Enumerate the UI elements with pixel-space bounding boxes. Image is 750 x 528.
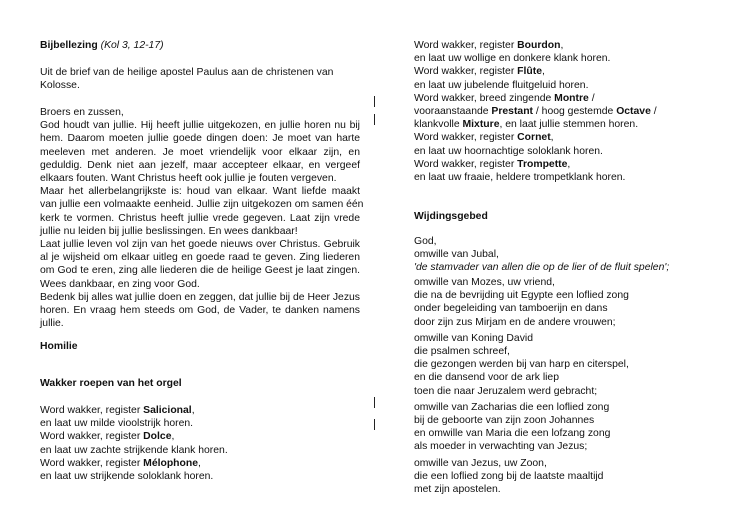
prayer-line: die gezongen werden bij van harp en citerspel, [414, 359, 629, 371]
organ-line: Word wakker, register Cornet, [414, 132, 554, 144]
reading-body [40, 106, 364, 330]
organ-line: en laat uw jubelende fluitgeluid horen. [414, 79, 589, 91]
prayer-quote: 'de stamvader van allen die op de lier of de fluit spelen'; [414, 262, 670, 274]
register-name: Dolce [143, 431, 172, 443]
reading-line: Broers en zussen, [40, 107, 124, 118]
reading-line: Bedenk bij alles wat jullie doen en zeggen, dat jullie bij de Heer Jezus [40, 291, 360, 303]
organ-line: en laat uw hoornachtige soloklank horen. [414, 145, 603, 157]
prayer-line: omwille van Jezus, uw Zoon, [414, 457, 547, 469]
organ-stanzas-left [40, 404, 228, 483]
organ-line: en laat uw fraaie, heldere trompetklank horen. [414, 172, 626, 184]
organ-line: en laat uw wollige en donkere klank horen. [414, 53, 611, 65]
organ-line: Word wakker, breed zingende Montre / [414, 92, 595, 104]
intro-line: Uit de brief van de heilige apostel Paulus aan de christenen van [40, 67, 334, 78]
register-name: Cornet [517, 132, 551, 144]
margin-mark [374, 96, 375, 107]
organ-stanzas-right [414, 39, 657, 184]
reading-intro [40, 66, 360, 92]
organ-line: Word wakker, register Bourdon, [414, 40, 564, 51]
prayer-line: als moeder in verwachting van Jezus; [414, 441, 588, 453]
register-name: Flûte [517, 66, 542, 78]
prayer-line: omwille van Jubal, [414, 249, 499, 261]
prayer-stanza [414, 401, 629, 454]
reading-line: Maar het allerbelangrijkste is: houd van elkaar. Want liefde maakt [40, 186, 360, 198]
reading-heading [40, 39, 164, 52]
prayer-groups [414, 276, 629, 496]
organ-line: en laat uw milde vioolstrijk horen. [40, 418, 194, 430]
prayer-line: die een loflied zong bij de laatste maaltijd [414, 470, 604, 482]
reading-line: om God te eren, zing alle liederen die de heilige Geest je laat zingen. [40, 265, 360, 277]
organ-line: Word wakker, register Dolce, [40, 431, 175, 443]
reading-line: God houdt van jullie. Hij heeft jullie uitgekozen, en jullie horen nu bij [40, 120, 360, 132]
organ-line: Word wakker, register Salicional, [40, 405, 195, 416]
reading-line: geduldig. Denk niet aan jezelf, maar accepteer elkaar, en vergeef [40, 159, 360, 171]
register-name: Salicional [143, 405, 192, 416]
reading-line: van jullie een volmaakte eenheid. Jullie zijn uitgekozen om samen één [40, 199, 364, 211]
organ-line: vooraanstaande Prestant / hoog gestemde Octave / [414, 106, 657, 118]
organ-line: klankvolle Mixture, en laat jullie stemmen horen. [414, 119, 639, 131]
organ-line: Word wakker, register Mélophone, [40, 457, 201, 469]
intro-line: Kolosse. [40, 80, 80, 92]
organ-line: en laat uw zachte strijkende klank horen. [40, 444, 228, 456]
organ-line: en laat uw strijkende soloklank horen. [40, 471, 214, 483]
prayer-line: met zijn apostelen. [414, 484, 501, 496]
register-name: Prestant [491, 106, 533, 118]
prayer-line: omwille van Mozes, uw vriend, [414, 277, 555, 288]
organ-heading: Wakker roepen van het orgel [40, 378, 182, 389]
reading-line: Laat jullie leven vol zijn van het goede nieuws over Christus. Gebruik [40, 239, 360, 251]
wijdingsgebed-heading: Wijdingsgebed [414, 211, 488, 222]
register-name: Mixture [462, 119, 500, 131]
prayer-line: omwille van Zacharias die een loflied zong [414, 401, 610, 413]
reading-line: hem. Daarom moeten jullie goede dingen doen: Je moet van harte [40, 133, 360, 145]
prayer-line: die psalmen schreef, [414, 346, 510, 358]
prayer-line: onder begeleiding van tamboerijn en dans [414, 303, 608, 315]
reading-line: al je wijsheid om elkaar uitleg en goede raad te geven. Zing liederen [40, 252, 360, 264]
margin-mark [374, 397, 375, 408]
prayer-line: omwille van Koning David [414, 332, 533, 344]
organ-line: Word wakker, register Trompette, [414, 158, 571, 170]
margin-mark [374, 419, 375, 430]
prayer-line: God, [414, 236, 437, 247]
reading-reference: (Kol 3, 12-17) [100, 40, 164, 51]
reading-line: kerk te vormen. Christus heeft jullie vrede gegeven. Laat zijn vrede [40, 212, 360, 224]
reading-line: horen. En vraag hem steeds om God, de Vader, te danken namens [40, 305, 360, 317]
prayer-line: en omwille van Maria die een lofzang zong [414, 428, 611, 440]
margin-mark [374, 114, 375, 125]
reading-line: Wees dankbaar, en zing voor God. [40, 278, 200, 290]
prayer-line: die na de bevrijding uit Egypte een loflied zong [414, 290, 629, 302]
prayer-line: door zijn zus Mirjam en de andere vrouwen; [414, 316, 616, 328]
reading-line: meeleven met anderen. Je moet vriendelijk voor elkaar zijn, en [40, 146, 360, 158]
homilie-heading: Homilie [40, 341, 78, 352]
prayer-stanza [414, 332, 629, 398]
register-name: Mélophone [143, 457, 199, 469]
prayer-stanza [414, 276, 629, 329]
prayer-line: bij de geboorte van zijn zoon Johannes [414, 415, 595, 427]
prayer-opening [414, 235, 669, 275]
register-name: Bourdon [517, 40, 561, 51]
register-name: Montre [554, 92, 589, 104]
reading-line: jullie nu leiden bij jullie beslissingen. En wees dankbaar! [40, 225, 298, 237]
register-name: Octave [616, 106, 651, 118]
reading-line: elkaars fouten. Want Christus heeft ook jullie je fouten vergeven. [40, 173, 337, 185]
organ-line: Word wakker, register Flûte, [414, 66, 545, 78]
prayer-stanza [414, 457, 629, 497]
reading-title: Bijbellezing [40, 40, 98, 51]
register-name: Trompette [517, 158, 568, 170]
reading-line: jullie. [40, 318, 64, 330]
prayer-line: toen die naar Jeruzalem werd gebracht; [414, 385, 598, 397]
prayer-line: en die dansend voor de ark liep [414, 372, 559, 384]
